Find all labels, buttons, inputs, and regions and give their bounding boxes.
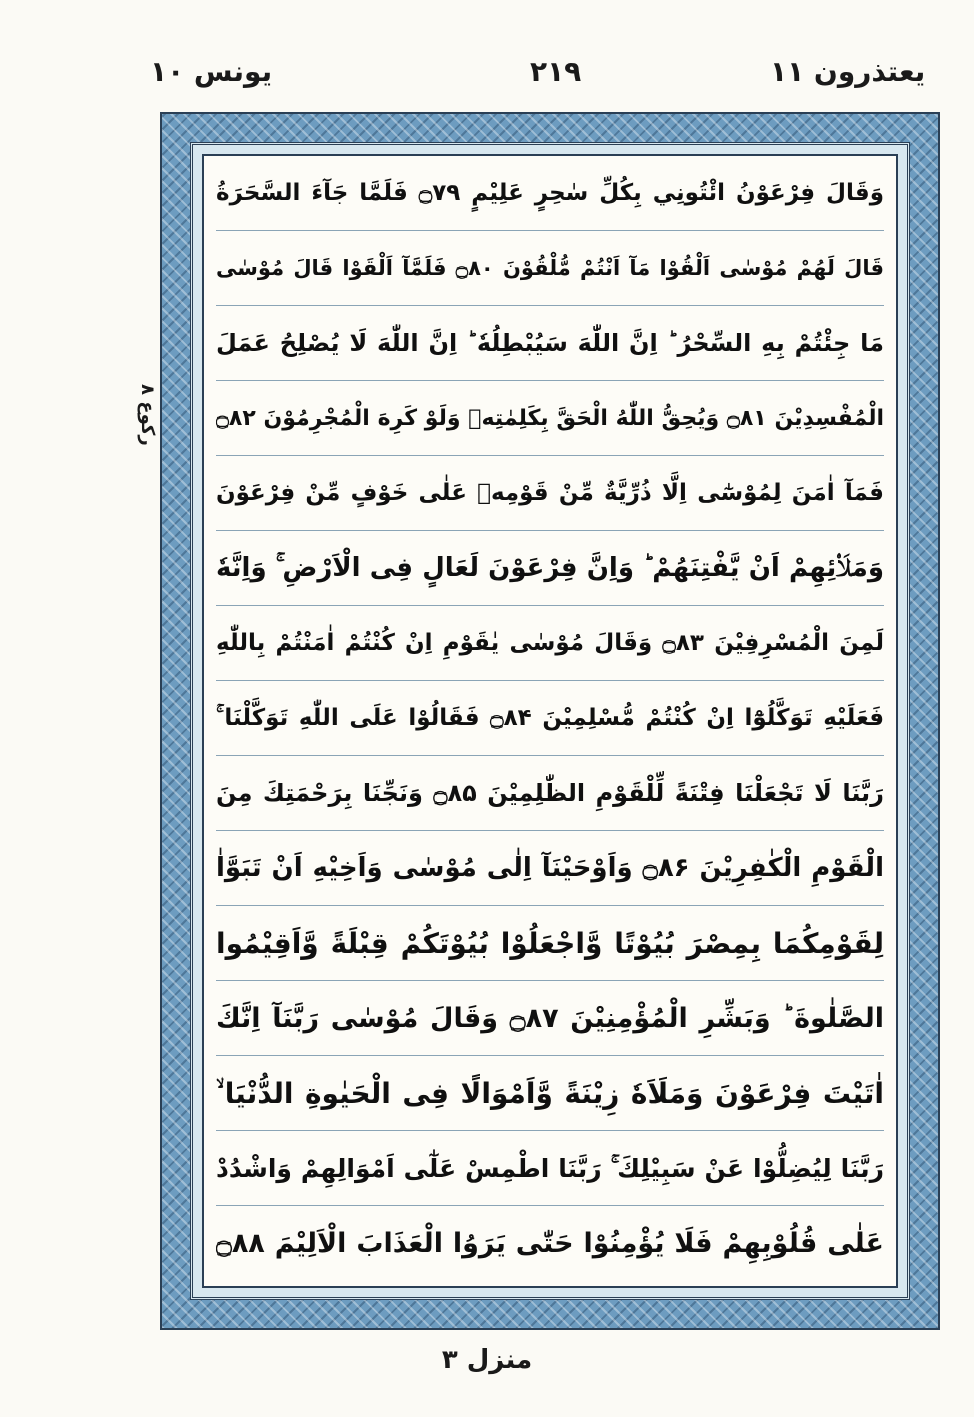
text-line-12: الصَّلٰوةَ ؕ وَبَشِّرِ الْمُؤْمِنِيْنَ ۝۸۷ وَقَالَ مُوْسٰى رَبَّنَآ اِنَّكَ (216, 981, 884, 1056)
text-line-6: وَمَلَا۟ئِهِمْ اَنْ يَّفْتِنَهُمْ ؕ وَاِنَّ فِرْعَوْنَ لَعَالٍ فِى الْاَرْضِ ۚ وَاِنَّهٗ (216, 531, 884, 606)
page-header (0, 52, 974, 92)
text-line-4: الْمُفْسِدِيْنَ ۝۸۱ وَيُحِقُّ اللّٰهُ الْحَقَّ بِكَلِمٰتِهٖ وَلَوْ كَرِهَ الْمُجْرِمُوْنَ ۝۸۲ (216, 381, 884, 456)
text-line-8: فَعَلَيْهِ تَوَكَّلُوْٓا اِنْ كُنْتُمْ مُّسْلِمِيْنَ ۝۸۴ فَقَالُوْا عَلَى اللّٰهِ تَوَكَّلْنَا ۚ (216, 681, 884, 756)
text-panel (202, 154, 898, 1288)
text-line-2: قَالَ لَهُمْ مُوْسٰى اَلْقُوْا مَآ اَنْتُمْ مُّلْقُوْنَ ۝۸۰ فَلَمَّآ اَلْقَوْا قَالَ مُوْسٰى (216, 231, 884, 306)
manzil-footer: منزل ۳ (441, 1345, 533, 1375)
text-line-3: مَا جِئْتُمْ بِهِ السِّحْرُ ؕ اِنَّ اللّٰهَ سَيُبْطِلُهٗ ؕ اِنَّ اللّٰهَ لَا يُصْلِحُ عَمَلَ (216, 306, 884, 381)
text-line-15: عَلٰى قُلُوْبِهِمْ فَلَا يُؤْمِنُوْا حَتّٰى يَرَوُا الْعَذَابَ الْاَلِيْمَ ۝۸۸ (216, 1228, 884, 1259)
text-line-9: رَبَّنَا لَا تَجْعَلْنَا فِتْنَةً لِّلْقَوْمِ الظّٰلِمِيْنَ ۝۸۵ وَنَجِّنَا بِرَحْمَتِكَ مِنَ (216, 756, 884, 831)
surah-name: یونس ۱۰ (150, 55, 273, 88)
text-line-5: فَمَآ اٰمَنَ لِمُوْسٰٓى اِلَّا ذُرِّيَّةٌ مِّنْ قَوْمِهٖ عَلٰى خَوْفٍ مِّنْ فِرْعَوْنَ (216, 456, 884, 531)
text-line-11: لِقَوْمِكُمَا بِمِصْرَ بُيُوْتًا وَّاجْعَلُوْا بُيُوْتَكُمْ قِبْلَةً وَّاَقِيْمُوا (216, 906, 884, 981)
text-line-10: الْقَوْمِ الْكٰفِرِيْنَ ۝۸۶ وَاَوْحَيْنَآ اِلٰى مُوْسٰى وَاَخِيْهِ اَنْ تَبَوَّاٰ (216, 831, 884, 906)
ornamental-border (160, 112, 940, 1330)
para-name: یعتذرون ۱۱ (770, 55, 926, 88)
text-line-14: رَبَّنَا لِيُضِلُّوْا عَنْ سَبِيْلِكَ ۚ رَبَّنَا اطْمِسْ عَلٰٓى اَمْوَالِهِمْ وَاشْدُدْ (216, 1131, 884, 1206)
ruku-marker: رکوع ۸ (137, 384, 158, 446)
text-line-7: لَمِنَ الْمُسْرِفِيْنَ ۝۸۳ وَقَالَ مُوْسٰى يٰقَوْمِ اِنْ كُنْتُمْ اٰمَنْتُمْ بِاللّٰهِ (216, 606, 884, 681)
page-number: ۲۱۹ (530, 55, 582, 88)
text-line-1: وَقَالَ فِرْعَوْنُ ائْتُونِي بِكُلِّ سٰحِرٍ عَلِيْمٍ ۝۷۹ فَلَمَّا جَآءَ السَّحَرَةُ (216, 156, 884, 231)
text-line-13: اٰتَيْتَ فِرْعَوْنَ وَمَلَاَهٗ زِيْنَةً وَّاَمْوَالًا فِى الْحَيٰوةِ الدُّنْيَا ۙ (216, 1056, 884, 1131)
